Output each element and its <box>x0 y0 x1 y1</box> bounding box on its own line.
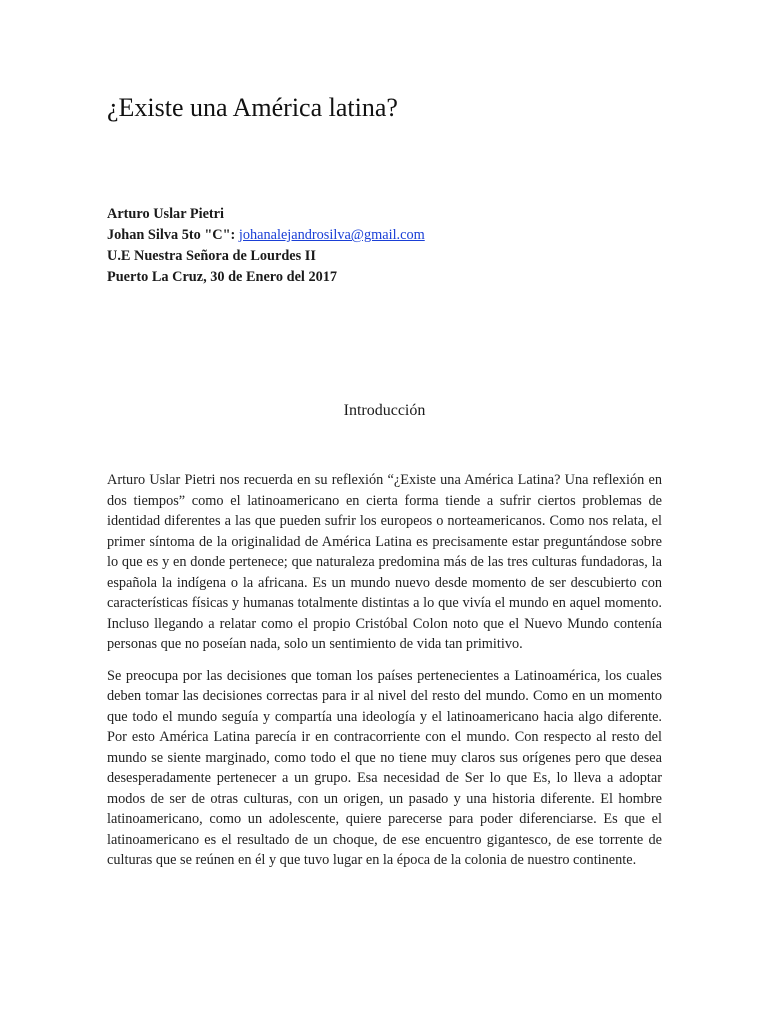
place-date-line: Puerto La Cruz, 30 de Enero del 2017 <box>107 269 338 285</box>
student-label: Johan Silva 5to "C": <box>107 227 239 243</box>
section-heading: Introducción <box>343 402 426 419</box>
document-meta <box>107 204 425 288</box>
author-line: Arturo Uslar Pietri <box>107 206 224 222</box>
paragraph: Arturo Uslar Pietri nos recuerda en su reflexión “¿Existe una América Latina? Una reflexión en dos tiempos” como el latinoamericano en cierta forma tiende a sufrir ciertos problemas de identidad diferentes a las que pueden sufrir los europeos o norteamericanos. Como nos relata, el primer síntoma de la originalidad de América Latina es precisamente estar preguntándose sobre lo que es y en donde pertenece; que naturaleza predomina más de las tres culturas fundadoras, la española la indígena o la africana. Es un mundo nuevo desde momento de ser descubierto con características físicas y humanas totalmente distintas a lo que vivía el mundo en aquel momento. Incluso llegando a relatar como el propio Cristóbal Colon noto que el Nuevo Mundo contenía personas que no poseían nada, solo un sentimiento de vida tan primitivo. <box>107 472 662 652</box>
body-text <box>107 470 662 882</box>
school-line: U.E Nuestra Señora de Lourdes II <box>107 248 316 264</box>
document-title: ¿Existe una América latina? <box>107 93 398 122</box>
paragraph: Se preocupa por las decisiones que toman los países pertenecientes a Latinoamérica, los cuales deben tomar las decisiones correctas para ir al nivel del resto del mundo. Como en un momento que todo el mundo seguía y compartía una ideología y el latinoamericano hacia algo diferente. Por esto América Latina parecía ir en contracorriente con el mundo. Con respecto al resto del mundo se siente marginado, como todo el que no tiene muy claros sus orígenes pero que desea desesperadamente pertenecer a un grupo. Esa necesidad de Ser lo que Es, lo lleva a adoptar modos de ser de otras culturas, con un origen, un pasado y una historia diferente. El hombre latinoamericano, como un adolescente, quiere parecerse para poder diferenciarse. Es que el latinoamericano es el resultado de un choque, de ese encuentro gigantesco, de ese torrente de culturas que se reúnen en él y que tuvo lugar en la época de la colonia de nuestro continente. <box>107 667 662 868</box>
student-email-link[interactable]: johanalejandrosilva@gmail.com <box>238 227 425 243</box>
student-line <box>107 225 425 246</box>
